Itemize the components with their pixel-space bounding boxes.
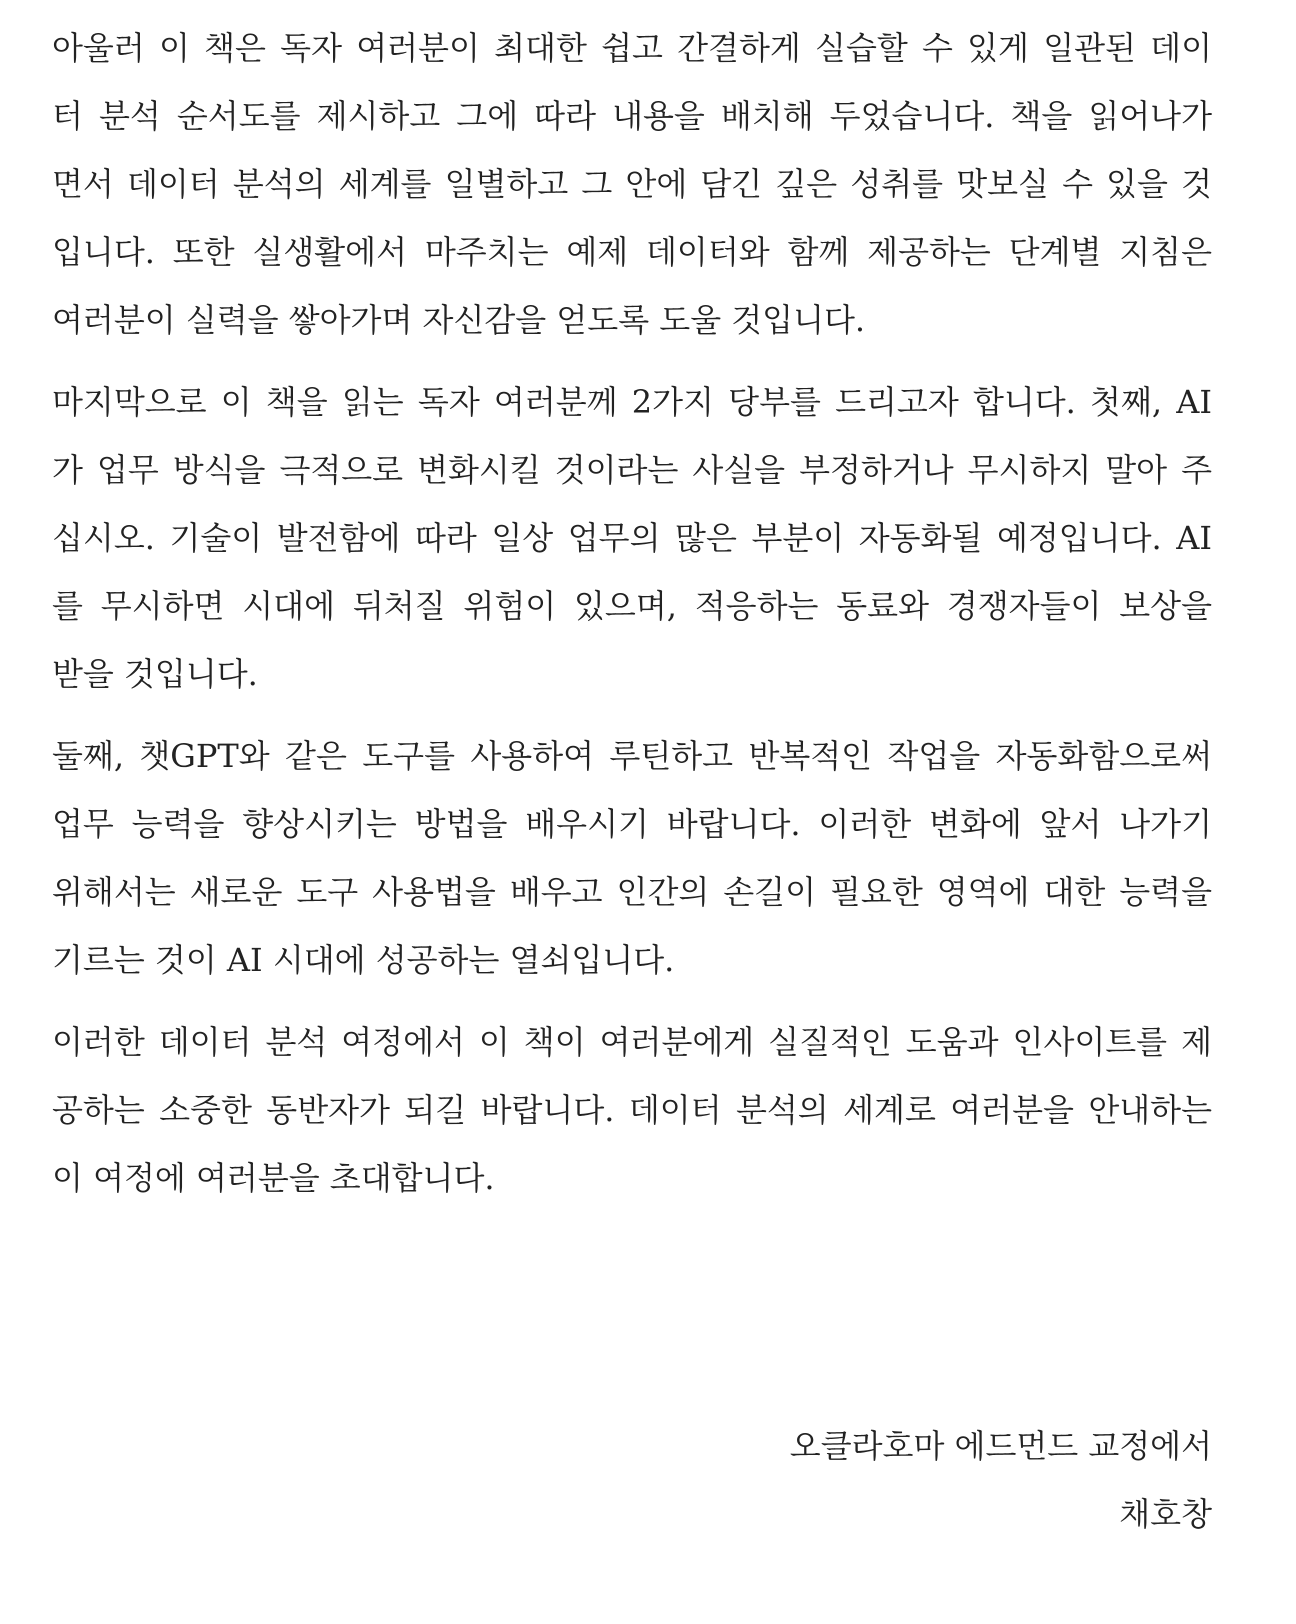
paragraph-second-request (52, 722, 1212, 994)
author-signature (790, 1412, 1212, 1548)
text-line: 기르는 것이 AI 시대에 성공하는 열쇠입니다. (52, 941, 675, 979)
text-line: 입니다. 또한 실생활에서 마주치는 예제 데이터와 함께 제공하는 단계별 지침은 (52, 233, 1212, 271)
text-line: 여러분이 실력을 쌓아가며 자신감을 얻도록 도울 것입니다. (52, 301, 866, 339)
text-line: 위해서는 새로운 도구 사용법을 배우고 인간의 손길이 필요한 영역에 대한 능력을 (52, 873, 1212, 911)
signature-place: 오클라호마 에드먼드 교정에서 (789, 1427, 1212, 1465)
text-line: 마지막으로 이 책을 읽는 독자 여러분께 2가지 당부를 드리고자 합니다. 첫째, AI (52, 383, 1212, 421)
text-line: 업무 능력을 향상시키는 방법을 배우시기 바랍니다. 이러한 변화에 앞서 나가기 (52, 805, 1212, 843)
paragraph-closing (52, 1008, 1212, 1212)
text-line: 터 분석 순서도를 제시하고 그에 따라 내용을 배치해 두었습니다. 책을 읽어나가 (52, 97, 1212, 135)
text-line: 를 무시하면 시대에 뒤처질 위험이 있으며, 적응하는 동료와 경쟁자들이 보상을 (52, 587, 1212, 625)
text-line: 이러한 데이터 분석 여정에서 이 책이 여러분에게 실질적인 도움과 인사이트를 제 (52, 1023, 1212, 1061)
text-line: 받을 것입니다. (52, 655, 258, 693)
signature-name: 채호창 (1119, 1495, 1212, 1533)
text-line: 면서 데이터 분석의 세계를 일별하고 그 안에 담긴 깊은 성취를 맛보실 수 있을 것 (52, 165, 1212, 203)
text-line: 이 여정에 여러분을 초대합니다. (52, 1159, 495, 1197)
text-line: 가 업무 방식을 극적으로 변화시킬 것이라는 사실을 부정하거나 무시하지 말아 주 (52, 451, 1212, 489)
paragraph-practice-flow (52, 14, 1212, 354)
paragraph-first-request (52, 368, 1212, 708)
preface-body (52, 14, 1212, 1226)
text-line: 공하는 소중한 동반자가 되길 바랍니다. 데이터 분석의 세계로 여러분을 안내하는 (52, 1091, 1212, 1129)
text-line: 아울러 이 책은 독자 여러분이 최대한 쉽고 간결하게 실습할 수 있게 일관된 데이 (52, 29, 1212, 67)
text-line: 둘째, 챗GPT와 같은 도구를 사용하여 루틴하고 반복적인 작업을 자동화함으로써 (52, 737, 1212, 775)
text-line: 십시오. 기술이 발전함에 따라 일상 업무의 많은 부분이 자동화될 예정입니다. AI (52, 519, 1212, 557)
